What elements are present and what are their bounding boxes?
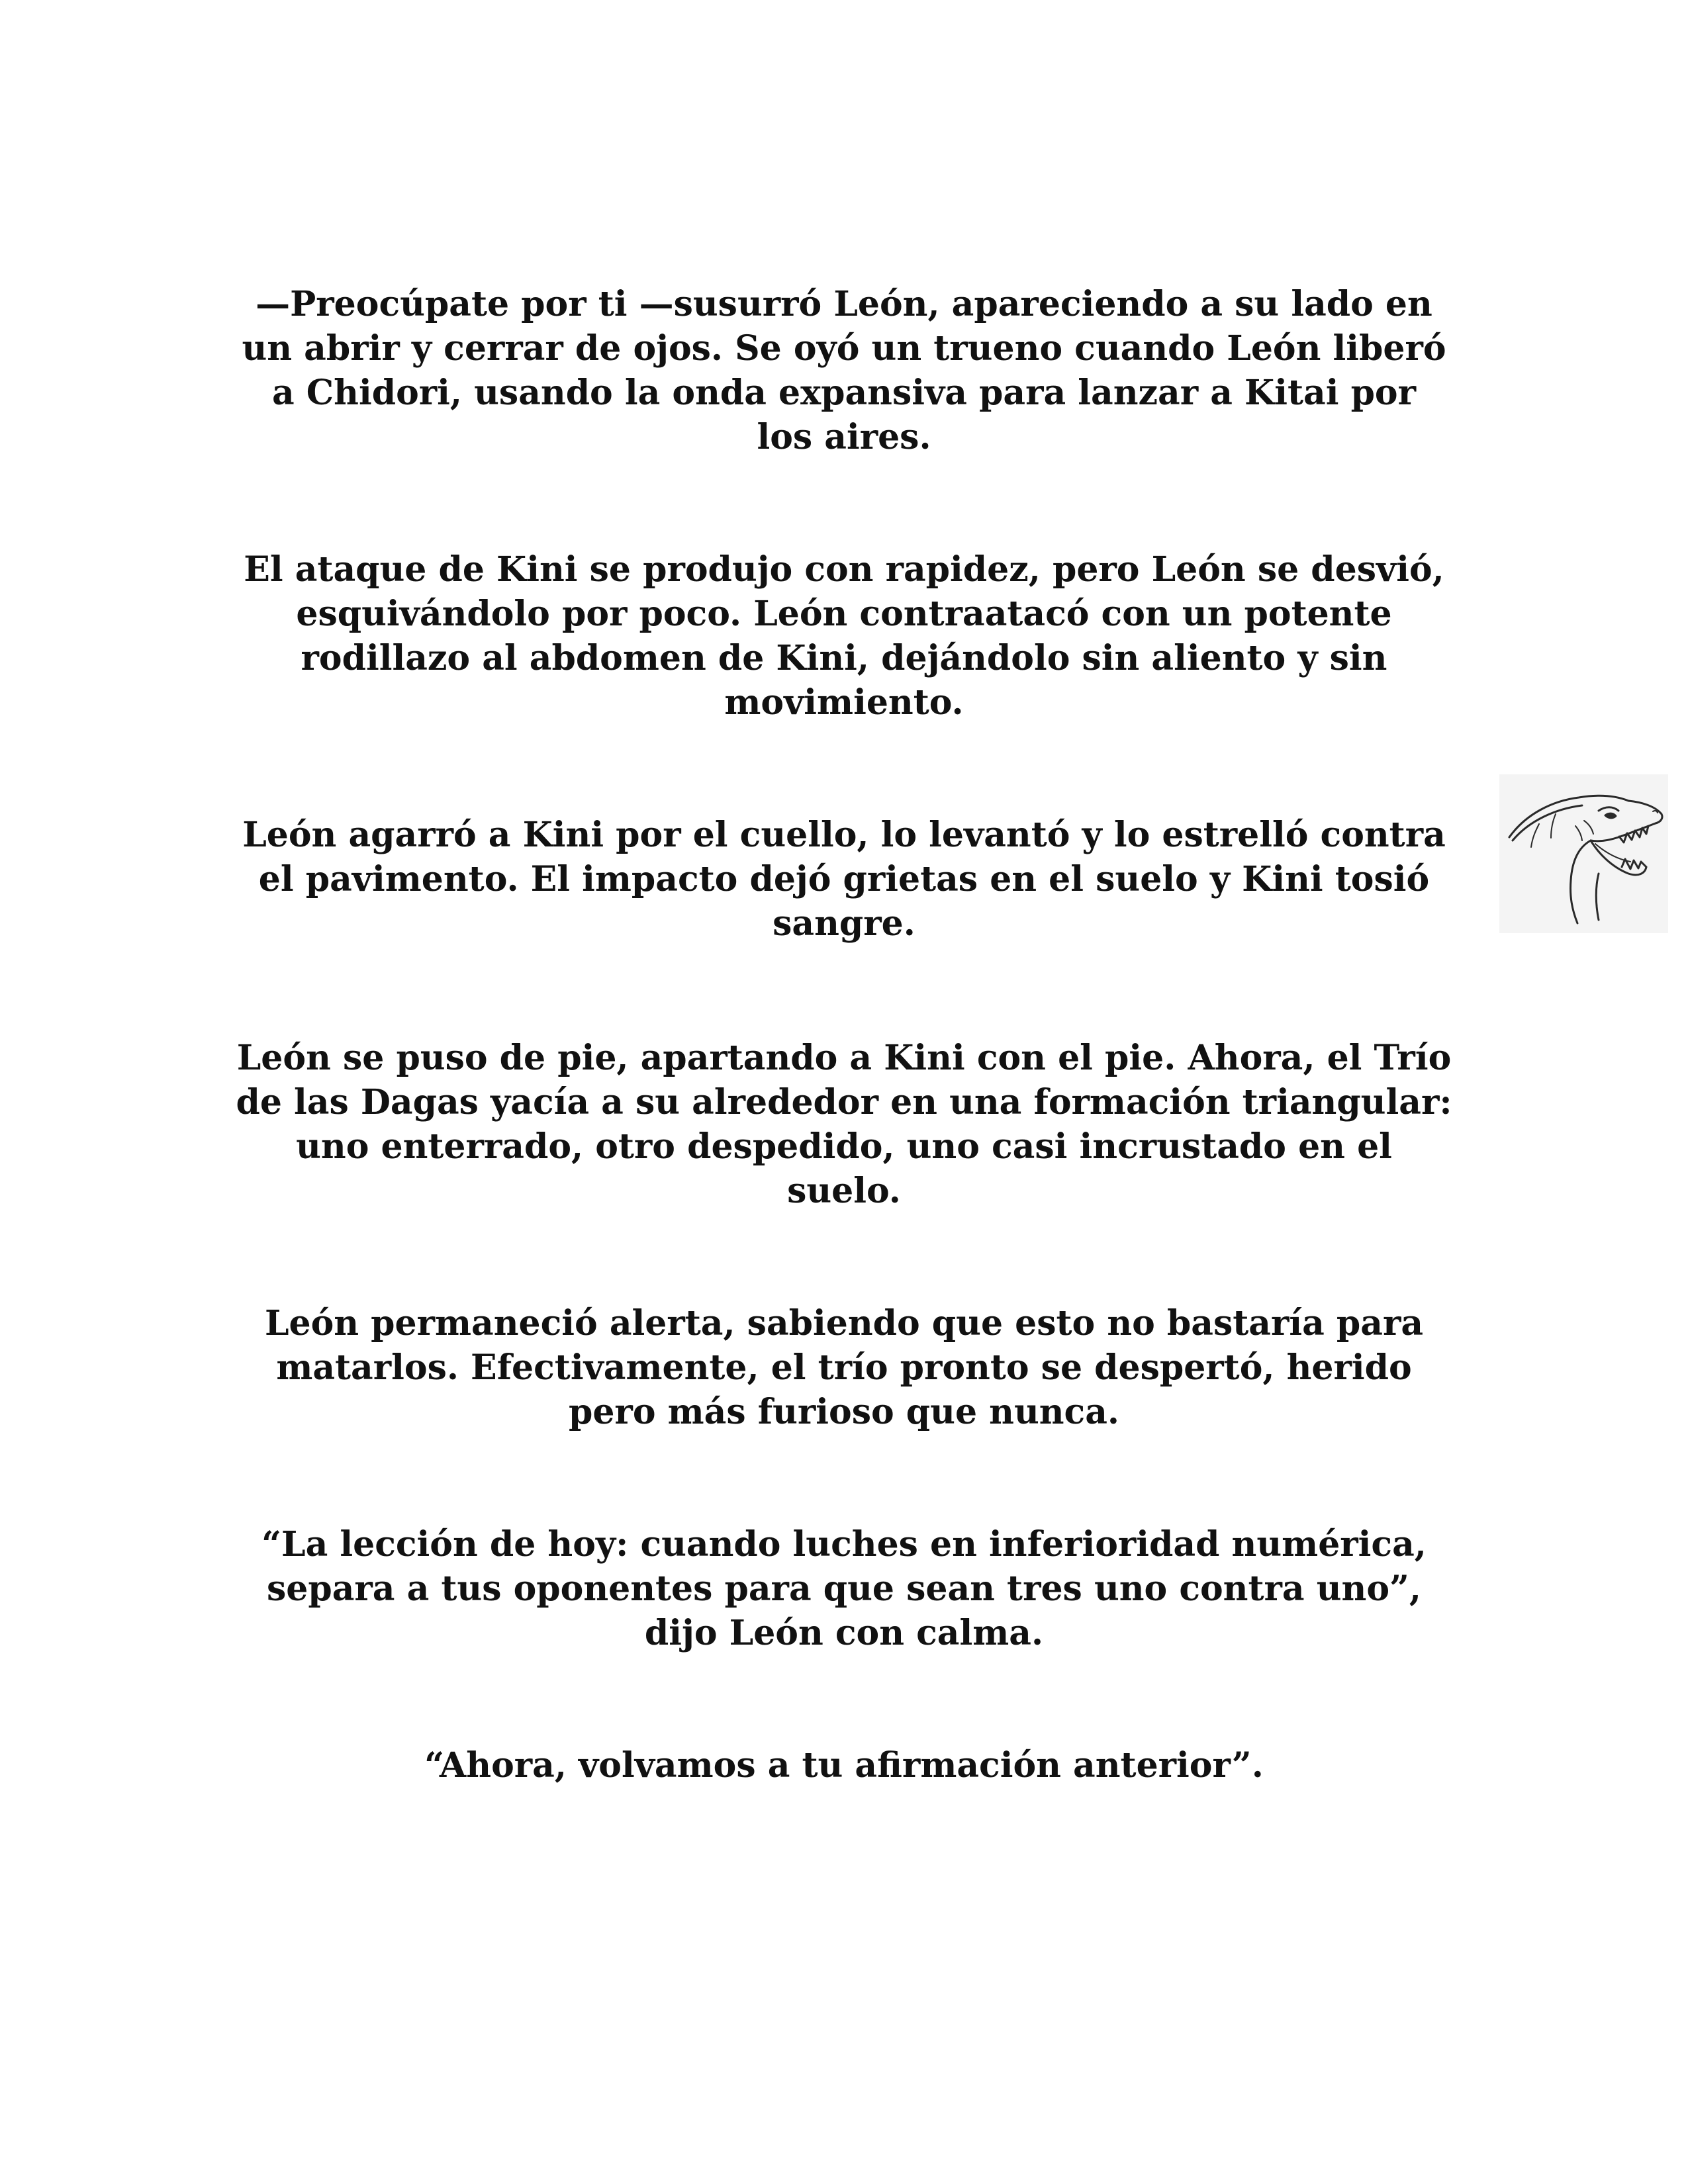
paragraph-line: León permaneció alerta, sabiendo que esto no bastaría para (264, 1303, 1424, 1343)
paragraph-line: esquivándolo por poco. León contraatacó con un potente (296, 594, 1392, 634)
paragraph-line: separa a tus oponentes para que sean tres uno contra uno”, (266, 1569, 1422, 1609)
paragraph-line: suelo. (787, 1171, 901, 1211)
paragraph-line: sangre. (773, 903, 915, 944)
paragraph-line: uno enterrado, otro despedido, uno casi incrustado en el (296, 1126, 1392, 1167)
paragraph-line: un abrir y cerrar de ojos. Se oyó un trueno cuando León liberó (242, 328, 1446, 369)
dinosaur-head-sketch-icon (1499, 774, 1668, 933)
paragraph-1 (228, 282, 1460, 459)
paragraph-line: León se puso de pie, apartando a Kini con el pie. Ahora, el Trío (236, 1038, 1452, 1078)
paragraph-line: el pavimento. El impacto dejó grietas en el suelo y Kini tosió (258, 859, 1430, 899)
paragraph-line: los aires. (757, 417, 931, 457)
paragraph-line: “Ahora, volvamos a tu afirmación anterior”. (424, 1745, 1264, 1786)
paragraph-line: rodillazo al abdomen de Kini, dejándolo sin aliento y sin (301, 638, 1387, 678)
paragraph-7 (228, 1743, 1460, 1788)
paragraph-line: El ataque de Kini se produjo con rapidez, pero León se desvió, (244, 549, 1444, 590)
paragraph-line: —Preocúpate por ti —susurró León, apareciendo a su lado en (256, 284, 1432, 324)
paragraph-line: a Chidori, usando la onda expansiva para lanzar a Kitai por (271, 373, 1417, 413)
paragraph-line: dijo León con calma. (644, 1613, 1044, 1653)
paragraph-4 (228, 1036, 1460, 1213)
paragraph-line: León agarró a Kini por el cuello, lo levantó y lo estrelló contra (242, 815, 1446, 855)
paragraph-3 (228, 813, 1460, 946)
paragraph-line: pero más furioso que nunca. (568, 1392, 1120, 1432)
paragraph-line: de las Dagas yacía a su alrededor en una formación triangular: (236, 1082, 1452, 1122)
paragraph-5 (228, 1301, 1460, 1434)
paragraph-line: matarlos. Efectivamente, el trío pronto se despertó, herido (276, 1347, 1412, 1388)
paragraph-line: movimiento. (724, 682, 964, 723)
paragraph-6 (228, 1522, 1460, 1655)
paragraph-2 (228, 547, 1460, 725)
paragraph-line: “La lección de hoy: cuando luches en inferioridad numérica, (261, 1524, 1427, 1565)
